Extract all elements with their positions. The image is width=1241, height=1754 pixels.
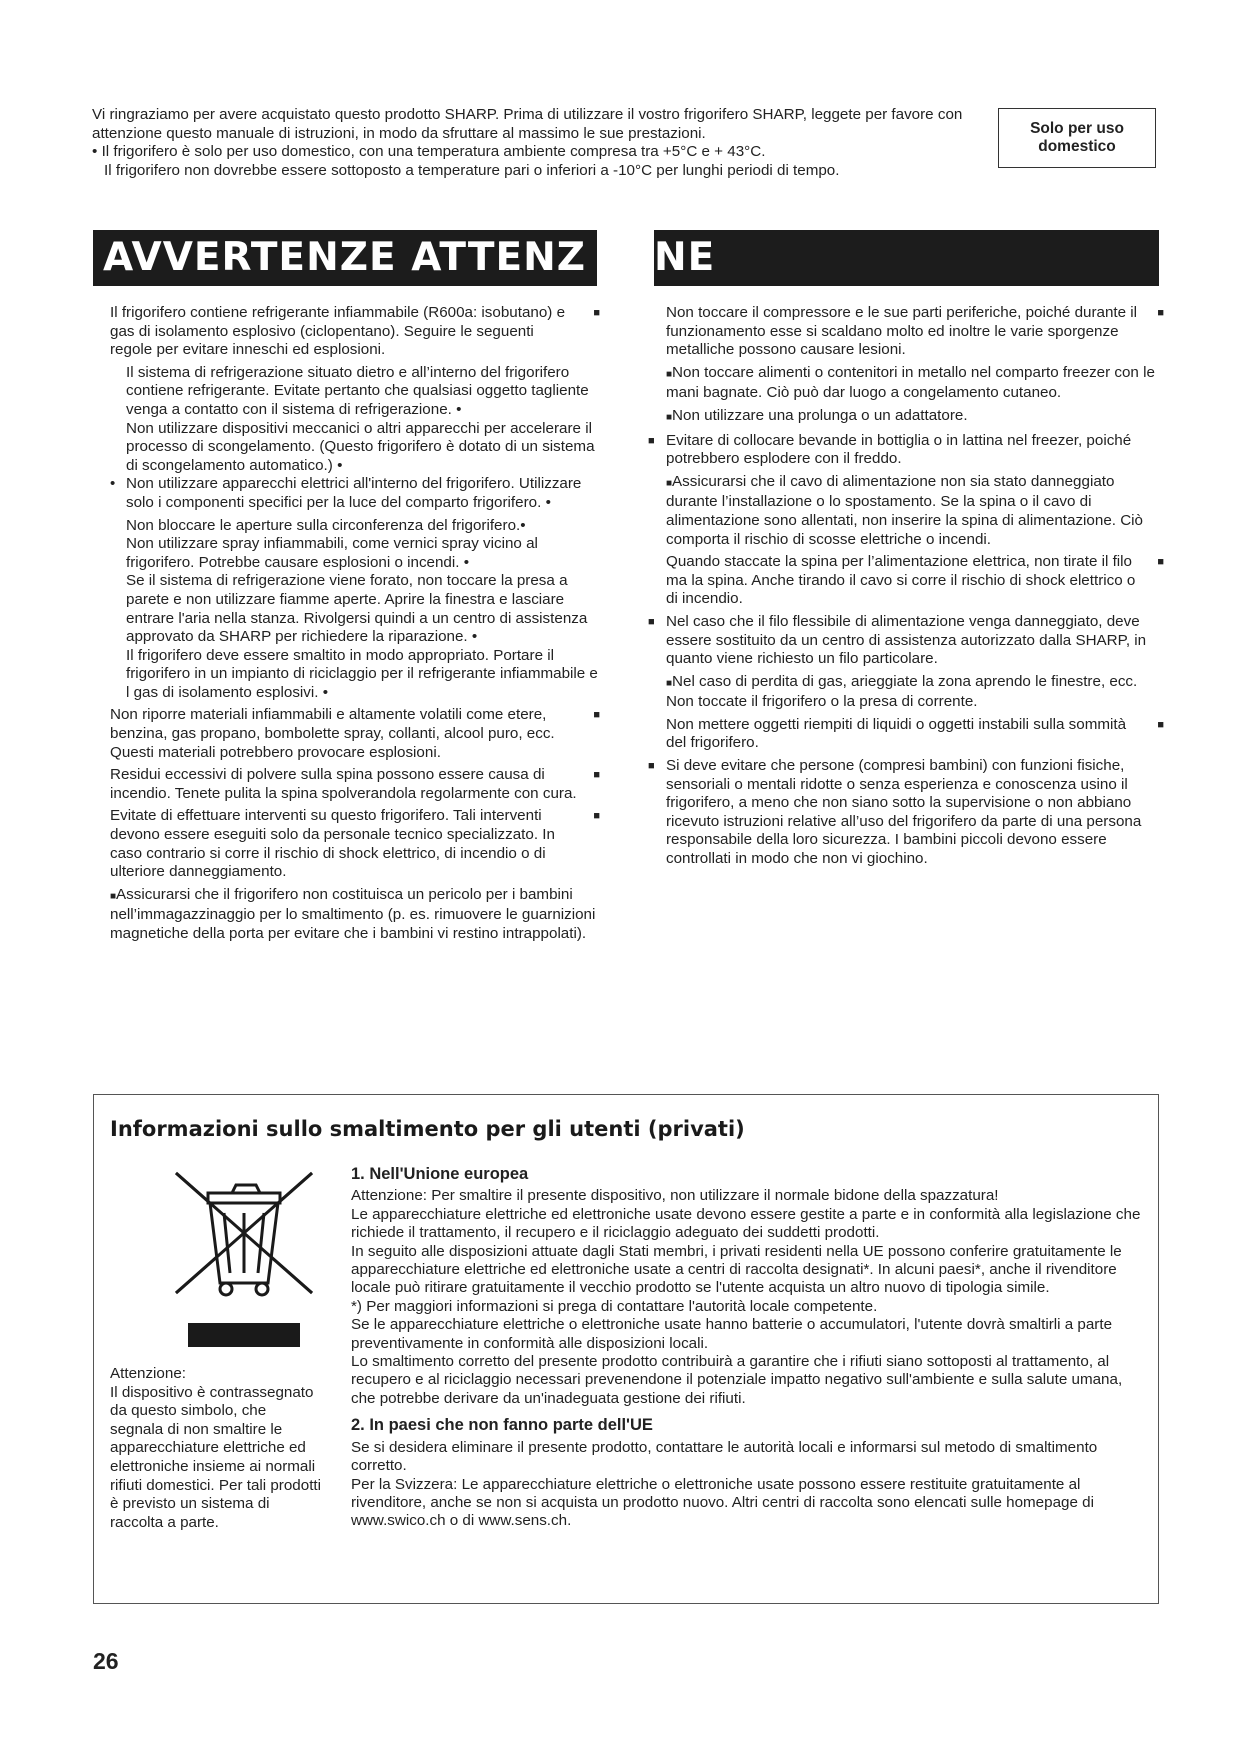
disposal-attention-note: Attenzione: Il dispositivo è contrassegnato da questo simbolo, che segnala di non smaltire le apparecchiature elettriche ed elettroniche insieme ai normali rifiuti domestici. Per tali prodotti è previsto un sistema di raccolta a parte.	[110, 1365, 322, 1531]
paragraph: Le apparecchiature elettriche ed elettroniche usate devono essere gestite a parte e in conformità alla legislazione che richiede il trattamento, il recupero e il riciclaggio adeguato dei suddetti prodotti.	[351, 1205, 1141, 1242]
intro-temperature-note: • Il frigorifero è solo per uso domestico, con una temperatura ambiente compresa tra +5°C e + 43°C.	[92, 143, 766, 160]
warning-subitem: Non utilizzare spray infiammabili, come vernici spray vicino al frigorifero. Potrebbe causare esplosioni o incendi. •	[126, 535, 538, 571]
warning-subitem: Non bloccare le aperture sulla circonferenza del frigorifero.•	[126, 516, 526, 534]
bullet-square: ■	[593, 709, 600, 722]
bullet-square: ■	[1157, 718, 1164, 731]
bullet-dot: •	[322, 683, 329, 701]
warning-item	[666, 473, 1166, 549]
warning-item	[666, 716, 1166, 753]
bullet-square: ■	[593, 810, 600, 823]
paragraph: *) Per maggiori informazioni si prega di contattare l'autorità locale competente.	[351, 1297, 878, 1315]
crossed-bin-icon	[164, 1165, 324, 1350]
warning-text: Nel caso che il filo flessibile di alimentazione venga danneggiato, deve essere sostituito da un centro di assistenza autorizzato dalla SHARP, in quanto viene richiesto un filo particolare.	[666, 612, 1147, 668]
warning-text: Assicurarsi che il frigorifero non costituisca un pericolo per i bambini nell’immagazzinaggio per lo smaltimento (p. es. rimuovere le guarnizioni magnetiche della porta per evitare che i bambini vi restino intrappolati).	[110, 885, 596, 942]
domestic-use-box	[998, 108, 1156, 168]
intro-low-temperature-note: Il frigorifero non dovrebbe essere sottoposto a temperature pari o inferiori a -10°C per lunghi periodi di tempo.	[104, 161, 840, 179]
warning-subitem: Il frigorifero deve essere smaltito in modo appropriato. Portare il frigorifero in un impianto di riciclaggio per il refrigerante infiammabile e l gas di isolamento esplosivi. •	[126, 646, 598, 701]
disposal-info-box	[93, 1094, 1159, 1604]
warnings-left-column	[110, 304, 602, 948]
bullet-square: ■	[666, 368, 673, 380]
bullet-square: ■	[593, 307, 600, 319]
warning-text: Assicurarsi che il cavo di alimentazione non sia stato danneggiato durante l’installazione o lo spostamento. Se la spina o il cavo di alimentazione sono allentati, non inserire la spina di alimentazione. Ciò comporta il rischio di scosse elettriche o incendi.	[666, 472, 1143, 548]
bullet-square: ■	[666, 477, 673, 489]
warning-text: Il frigorifero contiene refrigerante infiammabile (R600a: isobutano) e gas di isolamento esplosivo (ciclopentano). Seguire le seguenti regole per evitare inneschi ed esplosioni.	[110, 304, 566, 359]
warning-text: Evitare di collocare bevande in bottiglia o in lattina nel freezer, poiché potrebbero esplodere con il freddo.	[666, 431, 1132, 468]
bullet-square: ■	[1157, 556, 1164, 569]
bullet-square: ■	[1157, 307, 1164, 319]
bullet-dot: •	[92, 143, 98, 160]
bullet-square: ■	[593, 769, 600, 782]
warning-subitem: Il sistema di refrigerazione situato dietro e all’interno del frigorifero contiene refrigerante. Evitate pertanto che qualsiasi oggetto tagliente venga a contatto con il sistema di refrigerazione. •	[126, 363, 589, 418]
bullet-square: ■	[666, 677, 673, 689]
warning-text: Non toccare alimenti o contenitori in metallo nel comparto freezer con le mani bagnate. Ciò può dar luogo a congelamento cutaneo.	[666, 363, 1155, 402]
paragraph: Se si desidera eliminare il presente prodotto, contattare le autorità locali e informarsi sul metodo di smaltimento corretto.	[351, 1438, 1098, 1475]
warning-text: Nel caso di perdita di gas, arieggiate la zona aprendo le finestre, ecc. Non toccate il frigorifero o la presa di corrente.	[666, 672, 1138, 711]
domestic-use-line1: Solo per uso	[1030, 120, 1124, 137]
bullet-dot: •	[110, 475, 116, 493]
bullet-square: ■	[666, 411, 673, 423]
warning-text: Non riporre materiali infiammabili e altamente volatili come etere, benzina, gas propano, bombolette spray, collanti, alcool puro, ecc. Questi materiali potrebbero provocare esplosioni.	[110, 706, 555, 761]
bullet-square: ■	[648, 434, 655, 447]
domestic-use-line2: domestico	[1038, 138, 1116, 155]
warning-banner-right: NE	[654, 230, 1159, 286]
paragraph: Per la Svizzera: Le apparecchiature elettriche o elettroniche usate possono essere restituite gratuitamente al rivenditore, anche se non si acquista un prodotto nuovo. Altri centri di raccolta sono elencati sulle homepage di www.swico.ch o di www.sens.ch.	[351, 1475, 1094, 1530]
warning-text: Quando staccate la spina per l’alimentazione elettrica, non tirate il filo ma la spina. Anche tirando il cavo si corre il rischio di shock elettrico o di incendio.	[666, 553, 1136, 608]
warning-subitem: Se il sistema di refrigerazione viene forato, non toccare la presa a parete e non utilizzare fiamme aperte. Aprire la finestra e lasciare entrare l'aria nella stanza. Rivolgersi quindi a un centro di assistenza approvato da SHARP per richiedere la riparazione. •	[126, 572, 588, 646]
warning-item	[110, 304, 602, 360]
disposal-details	[351, 1165, 1141, 1531]
warning-subitem: Non utilizzare dispositivi meccanici o altri apparecchi per accelerare il processo di scongelamento. (Questo frigorifero è dotato di un sistema di scongelamento automatico.) •	[126, 419, 595, 474]
paragraph: Lo smaltimento corretto del presente prodotto contribuirà a garantire che i rifiuti siano sottoposti al trattamento, al recupero e al riciclaggio necessari prevenendone il potenziale impatto negativo sull'ambiente e sulla salute umana, che potrebbe derivare da un'inadeguata gestione dei rifiuti.	[351, 1353, 1123, 1407]
warning-text: Evitate di effettuare interventi su questo frigorifero. Tali interventi devono essere eseguiti solo da personale tecnico specializzato. In caso contrario si corre il rischio di shock elettrico, di incendio o di ulteriore danneggiamento.	[110, 807, 555, 881]
warning-text: Non mettere oggetti riempiti di liquidi o oggetti instabili sulla sommità del frigorifero.	[666, 715, 1127, 752]
warning-text: Non toccare il compressore e le sue parti periferiche, poiché durante il funzionamento esse si scaldano molto ed inoltre le varie sporgenze metalliche possono causare lesioni.	[666, 304, 1138, 359]
warning-text: Non utilizzare una prolunga o un adattatore.	[672, 406, 968, 424]
paragraph: In seguito alle disposizioni attuate dagli Stati membri, i privati residenti nella UE possono conferire gratuitamente le apparecchiature elettriche ed elettroniche usate a centri di raccolta designati*. In alcuni paesi*, anche il rivenditore locale può ritirare gratuitamente il vecchio prodotto se l'utente acquista un altro nuovo di tipologia simile.	[351, 1242, 1122, 1297]
warning-item	[666, 407, 1166, 428]
intro-text	[92, 106, 972, 180]
bullet-square: ■	[110, 890, 117, 902]
warning-item	[110, 807, 602, 881]
page-number: 26	[93, 1648, 119, 1674]
warning-item	[666, 553, 1166, 609]
warning-banner-left: AVVERTENZE ATTENZ	[93, 230, 597, 286]
intro-paragraph: Vi ringraziamo per avere acquistato questo prodotto SHARP. Prima di utilizzare il vostro frigorifero SHARP, leggete per favore con attenzione questo manuale di istruzioni, in modo da sfruttare al massimo le sue prestazioni.	[92, 106, 963, 142]
warning-text: Si deve evitare che persone (compresi bambini) con funzioni fisiche, sensoriali o mentali ridotte o senza esperienza e conoscenza usino il frigorifero, a meno che non siano sotto la supervisione o non abbiano ricevuto istruzioni relative all’uso del frigorifero da parte di una persona responsabile della loro sicurezza. I bambini piccoli devono essere controllati in modo che non vi giochino.	[666, 757, 1142, 868]
bullet-dot: •	[471, 628, 478, 646]
warning-item	[110, 706, 602, 762]
section-non-eu-title: 2. In paesi che non fanno parte dell'UE	[351, 1416, 653, 1435]
warning-item	[666, 364, 1166, 403]
warning-item	[666, 673, 1166, 712]
paragraph: Attenzione: Per smaltire il presente dispositivo, non utilizzare il normale bidone della spazzatura!	[351, 1187, 999, 1205]
warning-item	[110, 766, 602, 803]
warning-subitem: • Non utilizzare apparecchi elettrici all'interno del frigorifero. Utilizzare solo i componenti specifici per la luce del comparto frigorifero. •	[110, 475, 582, 511]
warnings-right-column	[648, 304, 1166, 873]
warning-item	[666, 304, 1166, 360]
bullet-dot: •	[463, 553, 470, 571]
bullet-dot: •	[520, 516, 526, 534]
warning-text: Residui eccessivi di polvere sulla spina possono essere causa di incendio. Tenete pulita la spina spolverandola regolarmente con cura.	[110, 766, 577, 802]
bullet-dot: •	[337, 456, 343, 474]
bullet-square: ■	[648, 615, 655, 628]
bullet-dot: •	[456, 400, 462, 418]
disposal-title: Informazioni sullo smaltimento per gli utenti (privati)	[110, 1117, 745, 1141]
warning-item	[110, 886, 602, 944]
section-eu-title: 1. Nell'Unione europea	[351, 1165, 529, 1183]
warning-item	[648, 432, 1166, 469]
paragraph: Se le apparecchiature elettriche o elettroniche usate hanno batterie o accumulatori, l'utente dovrà smaltirli a parte preventivamente in conformità alle disposizioni locali.	[351, 1316, 1113, 1352]
warning-item	[648, 757, 1166, 869]
bullet-dot: •	[545, 493, 551, 511]
warning-item	[648, 613, 1166, 669]
bullet-square: ■	[648, 760, 655, 773]
